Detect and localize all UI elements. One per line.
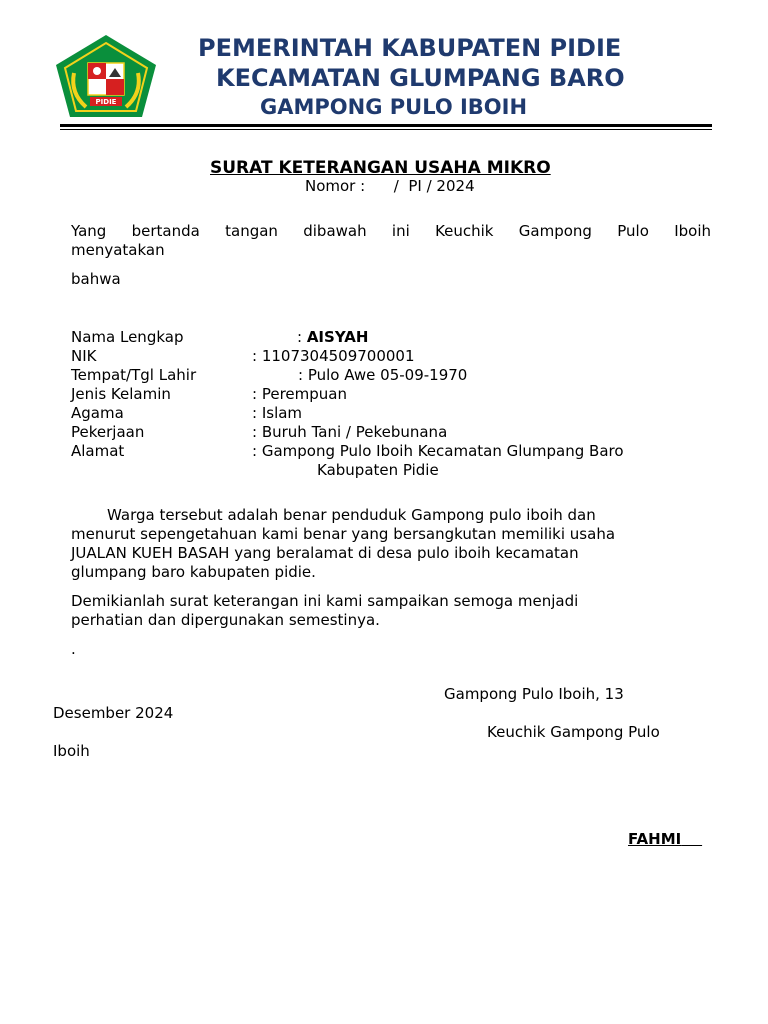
signer-name — [628, 830, 702, 849]
field-value-ttl-text: Pulo Awe 05-09-1970 — [307, 366, 468, 384]
logo-text: PIDIE — [95, 98, 117, 106]
header-divider-thin — [60, 129, 712, 130]
field-label-alamat: Alamat — [71, 442, 125, 460]
field-value-nama-text: AISYAH — [306, 328, 369, 346]
intro-line-2: menyatakan — [71, 241, 165, 259]
field-value-nik: : 1107304509700001 — [252, 347, 415, 365]
body-p1-line-4: glumpang baro kabupaten pidie. — [71, 563, 316, 581]
field-label-jk: Jenis Kelamin — [71, 385, 171, 403]
regency-logo — [52, 33, 160, 119]
sign-place-date-2: Desember 2024 — [53, 704, 174, 722]
header-divider-thick — [60, 124, 712, 127]
body-p1-line-1: Warga tersebut adalah benar penduduk Gampong pulo iboih dan — [107, 506, 596, 524]
sign-title-1: Keuchik Gampong Pulo — [487, 723, 660, 741]
field-label-agama: Agama — [71, 404, 124, 422]
document-title: SURAT KETERANGAN USAHA MIKRO — [210, 158, 551, 178]
header-line-1: PEMERINTAH KABUPATEN PIDIE — [198, 34, 622, 62]
field-value-ttl: : Pulo Awe 05-09-1970 — [298, 366, 468, 384]
field-value-jk: : Perempuan — [252, 385, 347, 403]
field-value-pekerjaan: : Buruh Tani / Pekebunana — [252, 423, 448, 441]
body-p2-line-2: perhatian dan dipergunakan semestinya. — [71, 611, 380, 629]
body-p1-line-3: JUALAN KUEH BASAH yang beralamat di desa pulo iboih kecamatan — [71, 544, 579, 562]
document-number: Nomor : / PI / 2024 — [305, 177, 475, 195]
field-value-alamat-text: Gampong Pulo Iboih Kecamatan Glumpang Baro — [261, 442, 624, 460]
field-label-nama: Nama Lengkap — [71, 328, 184, 346]
stray-dot: . — [71, 640, 76, 658]
field-label-ttl: Tempat/Tgl Lahir — [71, 366, 197, 384]
field-value-jk-text: Perempuan — [261, 385, 347, 403]
field-value-alamat: : Gampong Pulo Iboih Kecamatan Glumpang Baro — [252, 442, 624, 460]
header-line-3: GAMPONG PULO IBOIH — [260, 95, 528, 119]
field-label-nik: NIK — [71, 347, 97, 365]
body-p2-line-1: Demikianlah surat keterangan ini kami sampaikan semoga menjadi — [71, 592, 579, 610]
signer-name-text: FAHMI — [628, 830, 682, 848]
header-line-2: KECAMATAN GLUMPANG BARO — [216, 64, 625, 92]
regency-emblem-icon — [52, 33, 160, 119]
field-value-nama: : AISYAH — [297, 328, 369, 346]
field-value-alamat-line-2: Kabupaten Pidie — [317, 461, 439, 479]
sign-title-2: Iboih — [53, 742, 90, 760]
field-label-pekerjaan: Pekerjaan — [71, 423, 145, 441]
field-value-nik-text: 1107304509700001 — [261, 347, 415, 365]
intro-line-3: bahwa — [71, 270, 121, 288]
field-value-agama-text: Islam — [261, 404, 303, 422]
intro-line-1: Yang bertanda tangan dibawah ini Keuchik Gampong Pulo Iboih — [71, 222, 711, 240]
field-value-pekerjaan-text: Buruh Tani / Pekebunana — [261, 423, 448, 441]
field-value-agama: : Islam — [252, 404, 303, 422]
body-p1-line-2: menurut sepengetahuan kami benar yang bersangkutan memiliki usaha — [71, 525, 616, 543]
sign-place-date-1: Gampong Pulo Iboih, 13 — [444, 685, 624, 703]
